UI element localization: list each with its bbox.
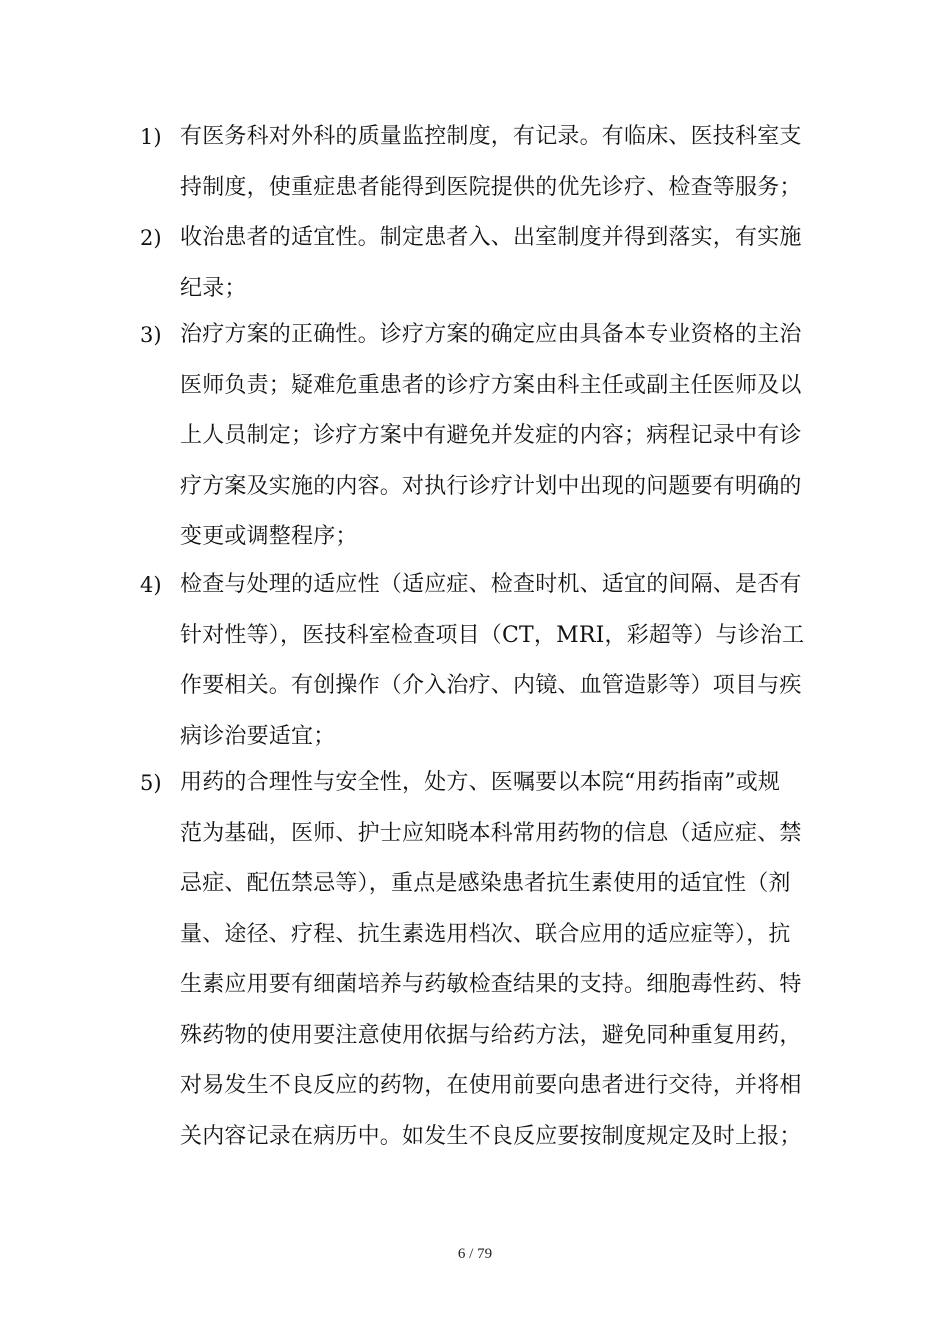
text-line: 对易发生不良反应的药物，在使用前要向患者进行交待，并将相 [180,1073,802,1098]
list-item-number: 5) [140,771,162,795]
list-item-text [180,310,802,563]
text-line: 生素应用要有细菌培养与药敏检查结果的支持。细胞毒性药、特 [180,972,802,997]
text-line: 忌症、配伍禁忌等），重点是感染患者抗生素使用的适宜性（剂 [180,871,791,896]
list-item-number: 4) [140,573,162,597]
list-item-text [180,560,804,762]
text-line: 作要相关。有创操作（介入治疗、内镜、血管造影等）项目与疾 [180,673,802,698]
text-line: 病诊治要适宜； [180,723,336,749]
text-line: 用药的合理性与安全性，处方、医嘱要以本院“用药指南”或规 [180,770,781,795]
text-line: 量、途径、疗程、抗生素选用档次、联合应用的适应症等），抗 [180,921,791,947]
list-item-text [180,112,802,213]
text-line: 检查与处理的适应性（适应症、检查时机、适宜的间隔、是否有 [180,572,802,597]
list-item-text [180,758,802,1162]
text-line: 殊药物的使用要注意使用依据与给药方法，避免同种重复用药， [180,1022,802,1048]
list-item-number: 1) [140,125,162,149]
text-line: 有医务科对外科的质量监控制度，有记录。有临床、医技科室支 [180,124,802,149]
text-line: 收治患者的适宜性。制定患者入、出室制度并得到落实，有实施 [180,225,802,250]
text-line: 医师负责；疑难危重患者的诊疗方案由科主任或副主任医师及以 [180,372,802,398]
text-line: 范为基础，医师、护士应知晓本科常用药物的信息（适应症、禁 [180,820,802,846]
text-line: 上人员制定；诊疗方案中有避免并发症的内容；病程记录中有诊 [180,423,802,448]
text-line: 关内容记录在病历中。如发生不良反应要按制度规定及时上报； [180,1123,802,1149]
text-line: 纪录； [180,275,247,301]
list-item-number: 3) [140,323,162,347]
text-line: 持制度，使重症患者能得到医院提供的优先诊疗、检查等服务； [180,174,802,200]
page-number: 6 / 79 [457,1246,493,1262]
list-item-text [180,213,802,314]
text-line: 变更或调整程序； [180,524,358,549]
text-line: 疗方案及实施的内容。对执行诊疗计划中出现的问题要有明确的 [180,473,802,499]
text-line: 针对性等），医技科室检查项目（CT，MRI，彩超等）与诊治工 [180,622,805,648]
text-line: 治疗方案的正确性。诊疗方案的确定应由具备本专业资格的主治 [180,322,802,347]
list-item-number: 2) [140,226,162,250]
